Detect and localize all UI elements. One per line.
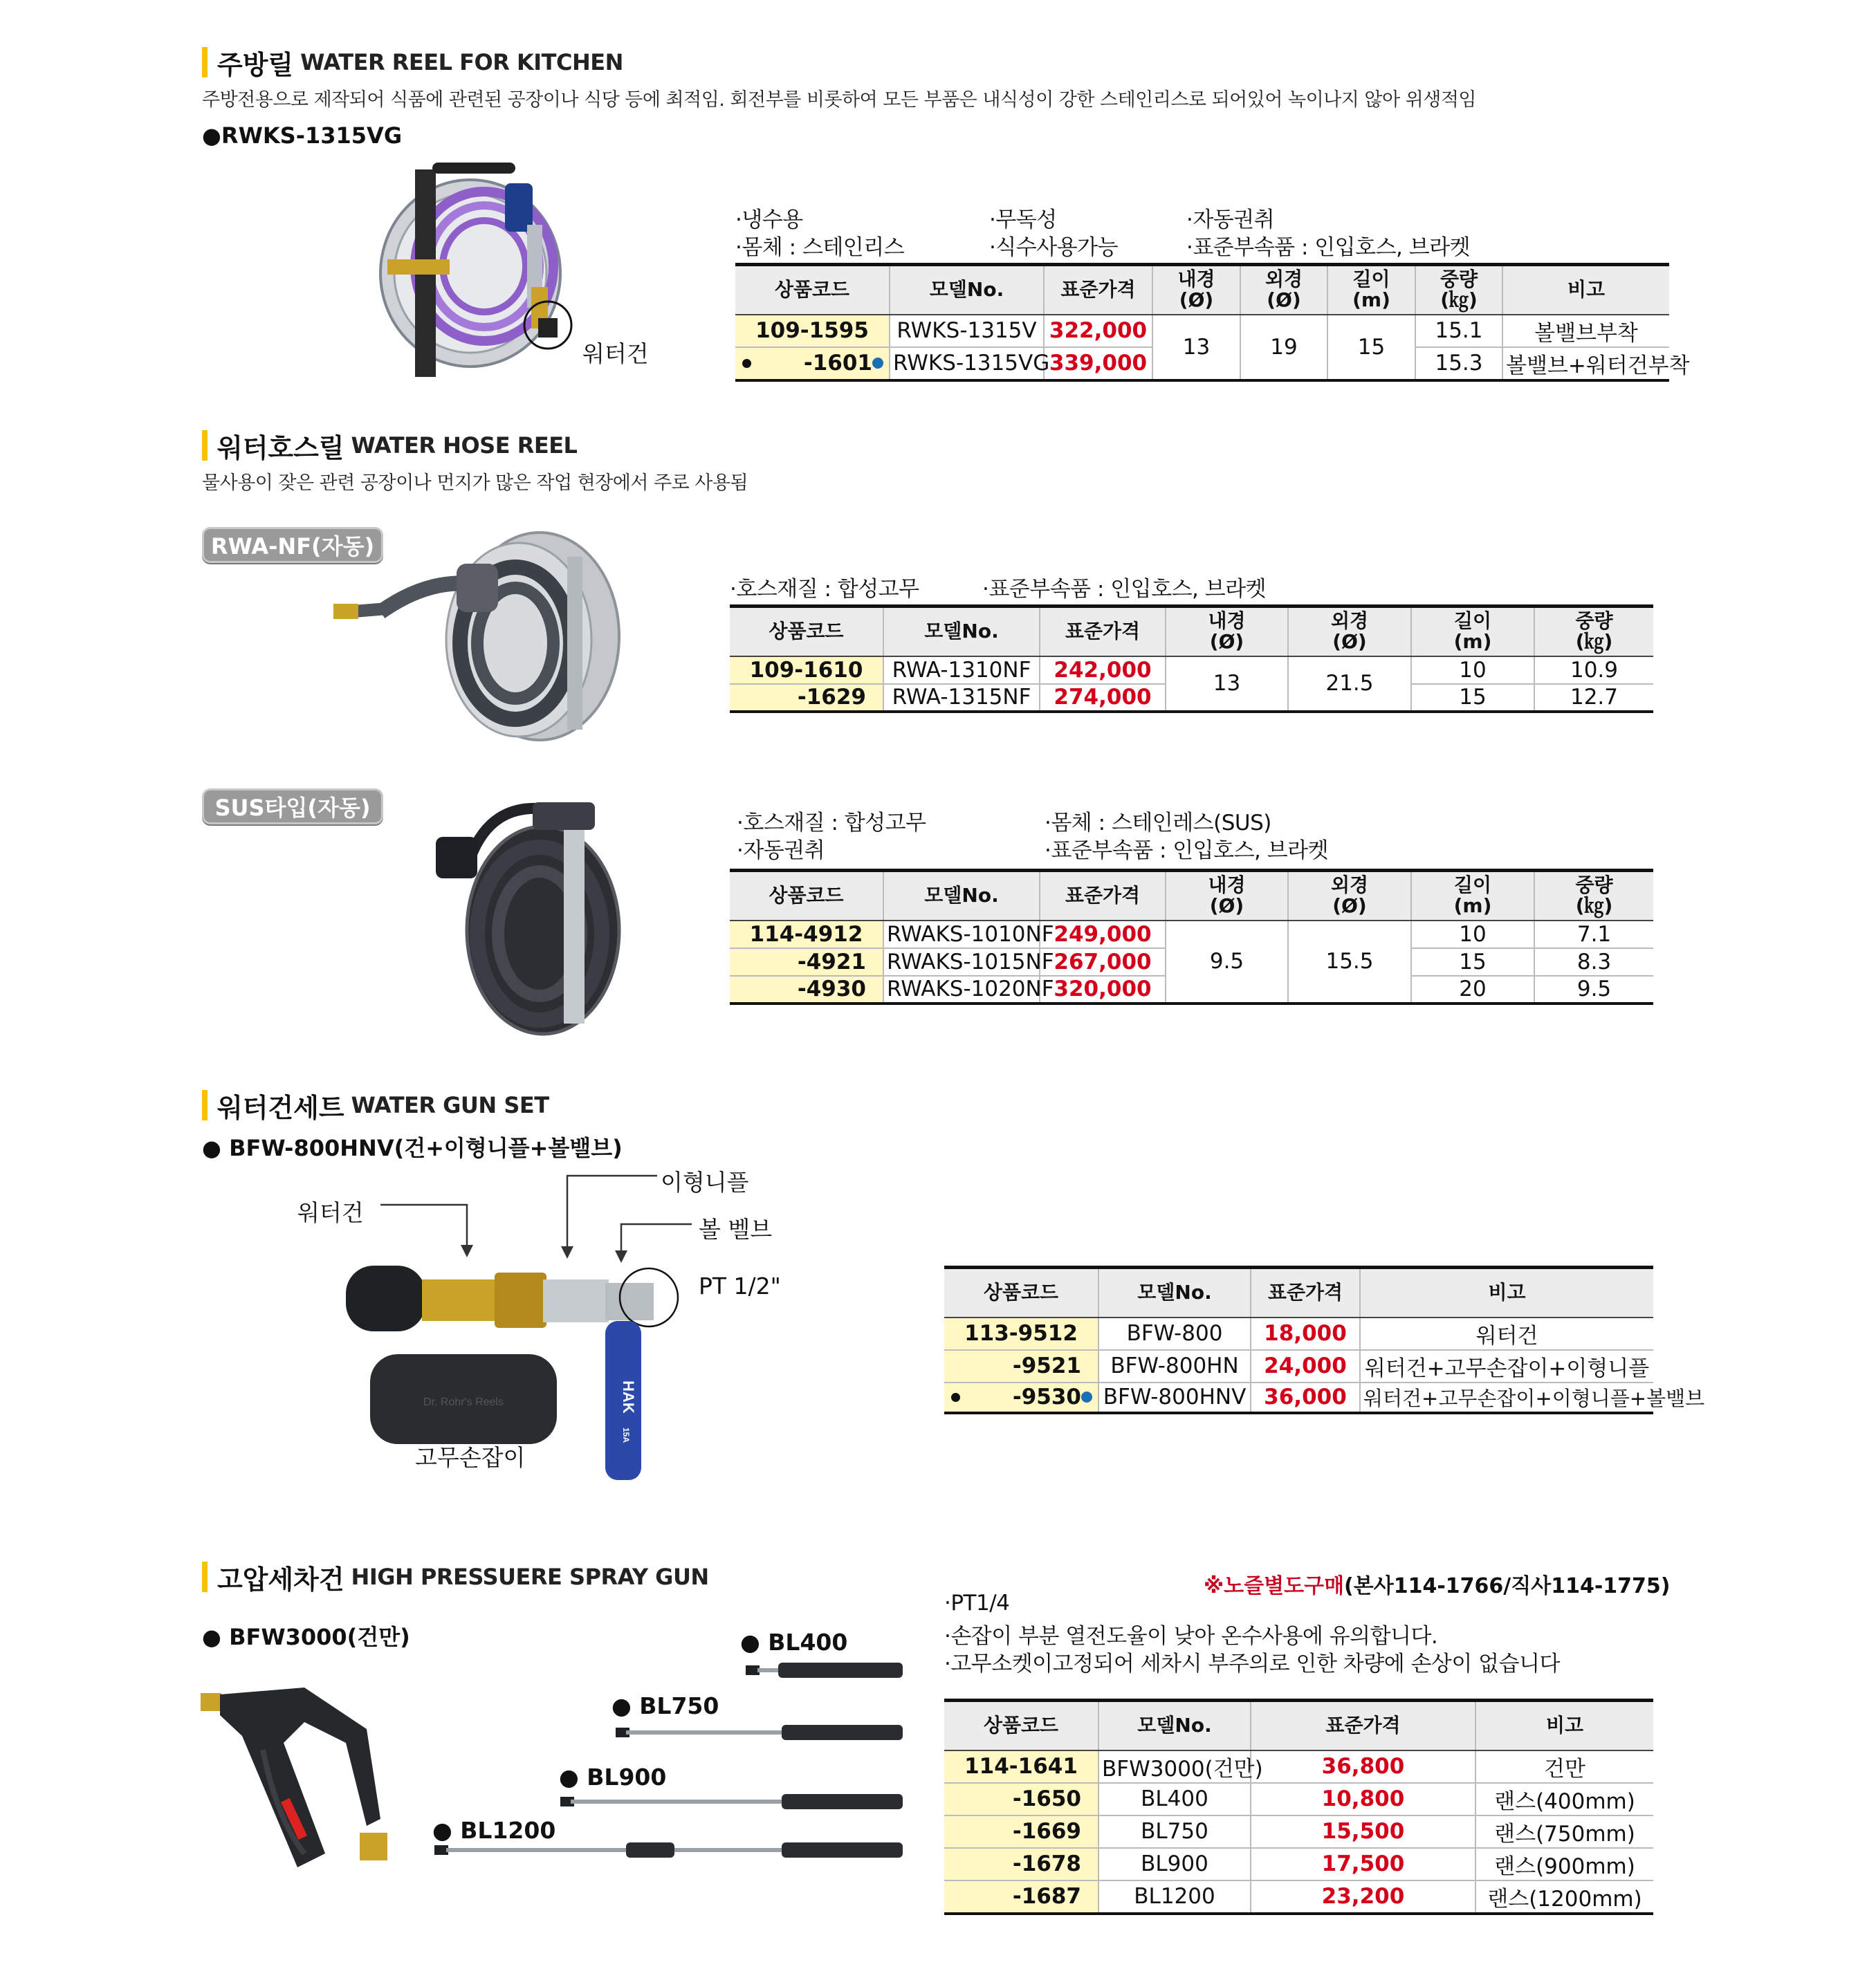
length: 15 bbox=[1411, 948, 1534, 976]
grip-brand-text: Dr. Rohr's Reels bbox=[423, 1396, 504, 1408]
table-row bbox=[944, 1318, 1653, 1350]
spec-item: ·몸체 : 스테인리스 bbox=[735, 235, 905, 260]
note: 볼밸브+워터건부착 bbox=[1502, 347, 1669, 380]
section-title-en: WATER REEL FOR KITCHEN bbox=[300, 49, 623, 75]
product-code bbox=[944, 1383, 1098, 1413]
product-code: 109-1610 bbox=[730, 656, 883, 684]
note: 워터건 bbox=[1360, 1318, 1653, 1350]
header-model: 모델No. bbox=[883, 607, 1040, 656]
weight: 12.7 bbox=[1534, 684, 1653, 712]
section-marker bbox=[202, 1090, 208, 1120]
model-no: RWKS-1315VG bbox=[890, 347, 1044, 380]
spec-item: ·냉수용 bbox=[735, 207, 803, 232]
outer-diameter: 19 bbox=[1240, 315, 1327, 380]
length: 10 bbox=[1411, 656, 1534, 684]
product-code: -1669 bbox=[944, 1815, 1098, 1848]
price: 24,000 bbox=[1251, 1350, 1360, 1383]
lance-label-bl900: ● BL900 bbox=[559, 1764, 667, 1791]
inner-diameter: 13 bbox=[1152, 315, 1240, 380]
ball-valve-callout: 볼 벨브 bbox=[699, 1216, 773, 1243]
note: 랜스(900mm) bbox=[1475, 1848, 1653, 1880]
length: 10 bbox=[1411, 921, 1534, 948]
price: 242,000 bbox=[1040, 656, 1166, 684]
spray-gun-image bbox=[201, 1681, 408, 1881]
model-no: BFW-800 bbox=[1098, 1318, 1251, 1350]
hose-reel-image bbox=[325, 522, 650, 750]
price: 15,500 bbox=[1251, 1815, 1475, 1848]
water-gun-callout: 워터건 bbox=[297, 1199, 364, 1226]
section-title-ko: 주방릴 bbox=[217, 49, 294, 80]
header-code: 상품코드 bbox=[730, 871, 883, 921]
nozzle-note bbox=[1204, 1569, 1670, 1599]
price: 36,800 bbox=[1251, 1750, 1475, 1783]
water-gun-set-image bbox=[332, 1169, 692, 1487]
header-length: 길이 (m) bbox=[1327, 265, 1415, 315]
length: 20 bbox=[1411, 976, 1534, 1004]
product-code: 114-4912 bbox=[730, 921, 883, 948]
model-no: BFW-800HNV bbox=[1098, 1383, 1251, 1413]
spec-item: ·표준부속품 : 인입호스, 브라켓 bbox=[1186, 235, 1471, 260]
inner-diameter: 13 bbox=[1166, 656, 1288, 712]
product-code-text: -1601 bbox=[803, 351, 872, 376]
inner-diameter: 9.5 bbox=[1166, 921, 1288, 1004]
spec-item: ·식수사용가능 bbox=[989, 235, 1119, 260]
header-length: 길이 (m) bbox=[1411, 607, 1534, 656]
weight: 10.9 bbox=[1534, 656, 1653, 684]
model-no: RWA-1315NF bbox=[883, 684, 1040, 712]
product-code: 113-9512 bbox=[944, 1318, 1098, 1350]
table-row bbox=[944, 1880, 1653, 1914]
model-no: RWAKS-1010NF bbox=[883, 921, 1040, 948]
model-no: RWA-1310NF bbox=[883, 656, 1040, 684]
header-price: 표준가격 bbox=[1251, 1701, 1475, 1750]
section-title-spray-gun bbox=[202, 1562, 709, 1595]
table-row bbox=[730, 656, 1653, 684]
lance-label-bl400: ● BL400 bbox=[740, 1629, 848, 1656]
price: 18,000 bbox=[1251, 1318, 1360, 1350]
product-table-kitchen bbox=[735, 263, 1690, 382]
spec-item: ·고무소켓이고정되어 세차시 부주의로 인한 차량에 손상이 없습니다 bbox=[944, 1652, 1560, 1676]
valve-size-text: 15A bbox=[621, 1427, 631, 1443]
product-table-sus bbox=[730, 869, 1653, 1005]
table-row bbox=[944, 1750, 1653, 1783]
header-price: 표준가격 bbox=[1040, 871, 1166, 921]
section-marker bbox=[202, 1562, 208, 1592]
table-row bbox=[730, 921, 1653, 948]
spec-item: ·무독성 bbox=[989, 207, 1057, 232]
header-code: 상품코드 bbox=[735, 265, 890, 315]
header-model: 모델No. bbox=[1098, 1701, 1251, 1750]
model-label: ● BFW-800HNV(건+이형니플+볼밸브) bbox=[202, 1135, 623, 1161]
model-label: ● BFW3000(건만) bbox=[202, 1624, 410, 1650]
featured-dot-icon bbox=[951, 1393, 960, 1402]
spec-item: ·표준부속품 : 인입호스, 브라켓 bbox=[1045, 838, 1329, 863]
lance-images bbox=[415, 1653, 913, 1874]
blue-dot-icon bbox=[872, 358, 883, 369]
featured-dot-icon bbox=[742, 359, 751, 368]
weight: 8.3 bbox=[1534, 948, 1653, 976]
table-row bbox=[944, 1848, 1653, 1880]
spec-item: ·자동권취 bbox=[1186, 207, 1275, 232]
nipple-callout: 이형니플 bbox=[661, 1169, 749, 1196]
product-table-hose-reel bbox=[730, 604, 1653, 713]
model-no: BFW-800HN bbox=[1098, 1350, 1251, 1383]
valve-brand-text: HAK bbox=[620, 1380, 637, 1414]
header-price: 표준가격 bbox=[1040, 607, 1166, 656]
product-code: 109-1595 bbox=[735, 315, 890, 347]
section-title-ko: 고압세차건 bbox=[217, 1564, 344, 1595]
lance-label-bl750: ● BL750 bbox=[611, 1692, 719, 1719]
lance-bl900 bbox=[560, 1794, 903, 1809]
product-code: -4930 bbox=[730, 976, 883, 1004]
model-no: BL750 bbox=[1098, 1815, 1251, 1848]
table-row bbox=[735, 315, 1669, 347]
header-note: 비고 bbox=[1360, 1268, 1653, 1318]
note: 볼밸브부착 bbox=[1502, 315, 1669, 347]
model-no: RWKS-1315V bbox=[890, 315, 1044, 347]
header-price: 표준가격 bbox=[1044, 265, 1152, 315]
section-marker bbox=[202, 430, 208, 461]
product-code: -4921 bbox=[730, 948, 883, 976]
note: 워터건+고무손잡이+이형니플 bbox=[1360, 1350, 1653, 1383]
model-no: RWAKS-1015NF bbox=[883, 948, 1040, 976]
price: 322,000 bbox=[1044, 315, 1152, 347]
product-table-spray-gun bbox=[944, 1699, 1653, 1915]
note: 랜스(400mm) bbox=[1475, 1783, 1653, 1815]
lance-label-bl1200: ● BL1200 bbox=[432, 1817, 556, 1844]
spec-item: ·표준부속품 : 인입호스, 브라켓 bbox=[982, 577, 1267, 602]
section-title-hose-reel bbox=[202, 430, 577, 461]
spec-item: ·자동권취 bbox=[737, 838, 825, 863]
section-title-en: WATER HOSE REEL bbox=[351, 432, 578, 459]
table-row bbox=[944, 1783, 1653, 1815]
table-row bbox=[944, 1815, 1653, 1848]
spec-item: ·몸체 : 스테인레스(SUS) bbox=[1045, 811, 1271, 835]
length: 15 bbox=[1411, 684, 1534, 712]
header-code: 상품코드 bbox=[944, 1701, 1098, 1750]
lance-bl1200 bbox=[434, 1842, 903, 1858]
header-outer: 외경 (Ø) bbox=[1240, 265, 1327, 315]
spec-item: ·손잡이 부분 열전도율이 낮아 온수사용에 유의합니다. bbox=[944, 1624, 1438, 1649]
header-model: 모델No. bbox=[890, 265, 1044, 315]
header-inner: 내경 (Ø) bbox=[1152, 265, 1240, 315]
section-title-en: HIGH PRESSUERE SPRAY GUN bbox=[351, 1564, 709, 1590]
price: 10,800 bbox=[1251, 1783, 1475, 1815]
spec-item: ·호스재질 : 합성고무 bbox=[730, 577, 919, 602]
model-no: BFW3000(건만) bbox=[1098, 1750, 1251, 1783]
note: 랜스(750mm) bbox=[1475, 1815, 1653, 1848]
lance-bl400 bbox=[746, 1663, 903, 1678]
section-marker bbox=[202, 47, 208, 77]
nozzle-note-red: ※노즐별도구매 bbox=[1204, 1574, 1345, 1598]
table-row bbox=[944, 1350, 1653, 1383]
type-badge: SUS타입(자동) bbox=[202, 788, 383, 824]
note: 건만 bbox=[1475, 1750, 1653, 1783]
header-price: 표준가격 bbox=[1251, 1268, 1360, 1318]
section-title-kitchen bbox=[202, 47, 623, 80]
section-title-en: WATER GUN SET bbox=[351, 1092, 549, 1118]
product-code-text: -9530 bbox=[1012, 1385, 1081, 1409]
header-inner: 내경 (Ø) bbox=[1166, 607, 1288, 656]
lance-bl750 bbox=[616, 1725, 903, 1740]
model-no: BL400 bbox=[1098, 1783, 1251, 1815]
header-weight: 중량 (㎏) bbox=[1415, 265, 1502, 315]
header-model: 모델No. bbox=[883, 871, 1040, 921]
price: 274,000 bbox=[1040, 684, 1166, 712]
product-code bbox=[735, 347, 890, 380]
price: 17,500 bbox=[1251, 1848, 1475, 1880]
blue-dot-icon bbox=[1081, 1392, 1092, 1403]
header-code: 상품코드 bbox=[730, 607, 883, 656]
weight: 9.5 bbox=[1534, 976, 1653, 1004]
model-no: RWAKS-1020NF bbox=[883, 976, 1040, 1004]
section-title-ko: 워터호스릴 bbox=[217, 432, 344, 463]
header-outer: 외경 (Ø) bbox=[1288, 871, 1411, 921]
product-code: -1687 bbox=[944, 1880, 1098, 1914]
outer-diameter: 21.5 bbox=[1288, 656, 1411, 712]
price: 320,000 bbox=[1040, 976, 1166, 1004]
spec-item: ·PT1/4 bbox=[944, 1591, 1010, 1616]
product-code: -1629 bbox=[730, 684, 883, 712]
header-weight: 중량 (㎏) bbox=[1534, 607, 1653, 656]
section-title-ko: 워터건세트 bbox=[217, 1092, 344, 1123]
product-code: 114-1641 bbox=[944, 1750, 1098, 1783]
header-inner: 내경 (Ø) bbox=[1166, 871, 1288, 921]
note: 랜스(1200mm) bbox=[1475, 1880, 1653, 1914]
sus-reel-image bbox=[429, 788, 629, 1041]
price: 249,000 bbox=[1040, 921, 1166, 948]
nozzle-note-codes: (본사114-1766/직사114-1775) bbox=[1344, 1574, 1671, 1598]
section-title-gun-set bbox=[202, 1090, 549, 1123]
header-note: 비고 bbox=[1475, 1701, 1653, 1750]
header-note: 비고 bbox=[1502, 265, 1669, 315]
product-code: -1678 bbox=[944, 1848, 1098, 1880]
header-weight: 중량 (㎏) bbox=[1534, 871, 1653, 921]
weight: 7.1 bbox=[1534, 921, 1653, 948]
weight: 15.1 bbox=[1415, 315, 1502, 347]
model-no: BL1200 bbox=[1098, 1880, 1251, 1914]
header-outer: 외경 (Ø) bbox=[1288, 607, 1411, 656]
type-badge: RWA-NF(자동) bbox=[202, 527, 383, 563]
weight: 15.3 bbox=[1415, 347, 1502, 380]
water-gun-callout: 워터건 bbox=[582, 340, 649, 367]
price: 36,000 bbox=[1251, 1383, 1360, 1413]
price: 23,200 bbox=[1251, 1880, 1475, 1914]
length: 15 bbox=[1327, 315, 1415, 380]
pt-size-callout: PT 1/2" bbox=[699, 1273, 781, 1300]
model-no: BL900 bbox=[1098, 1848, 1251, 1880]
note: 워터건+고무손잡이+이형니플+볼밸브 bbox=[1360, 1383, 1653, 1413]
outer-diameter: 15.5 bbox=[1288, 921, 1411, 1004]
section-description: 주방전용으로 제작되어 식품에 관련된 공장이나 식당 등에 최적임. 회전부를 비롯하여 모든 부품은 내식성이 강한 스테인리스로 되어있어 녹이나지 않아 위생적임 bbox=[202, 89, 1476, 111]
spec-item: ·호스재질 : 합성고무 bbox=[737, 811, 926, 835]
price: 339,000 bbox=[1044, 347, 1152, 380]
header-model: 모델No. bbox=[1098, 1268, 1251, 1318]
product-code: -1650 bbox=[944, 1783, 1098, 1815]
model-label: ●RWKS-1315VG bbox=[202, 122, 403, 149]
price: 267,000 bbox=[1040, 948, 1166, 976]
header-code: 상품코드 bbox=[944, 1268, 1098, 1318]
table-row bbox=[944, 1383, 1653, 1413]
header-length: 길이 (m) bbox=[1411, 871, 1534, 921]
product-table-gun-set bbox=[944, 1266, 1705, 1414]
section-description: 물사용이 잦은 관련 공장이나 먼지가 많은 작업 현장에서 주로 사용됨 bbox=[202, 472, 748, 494]
rubber-grip-callout: 고무손잡이 bbox=[415, 1444, 526, 1471]
product-code: -9521 bbox=[944, 1350, 1098, 1383]
